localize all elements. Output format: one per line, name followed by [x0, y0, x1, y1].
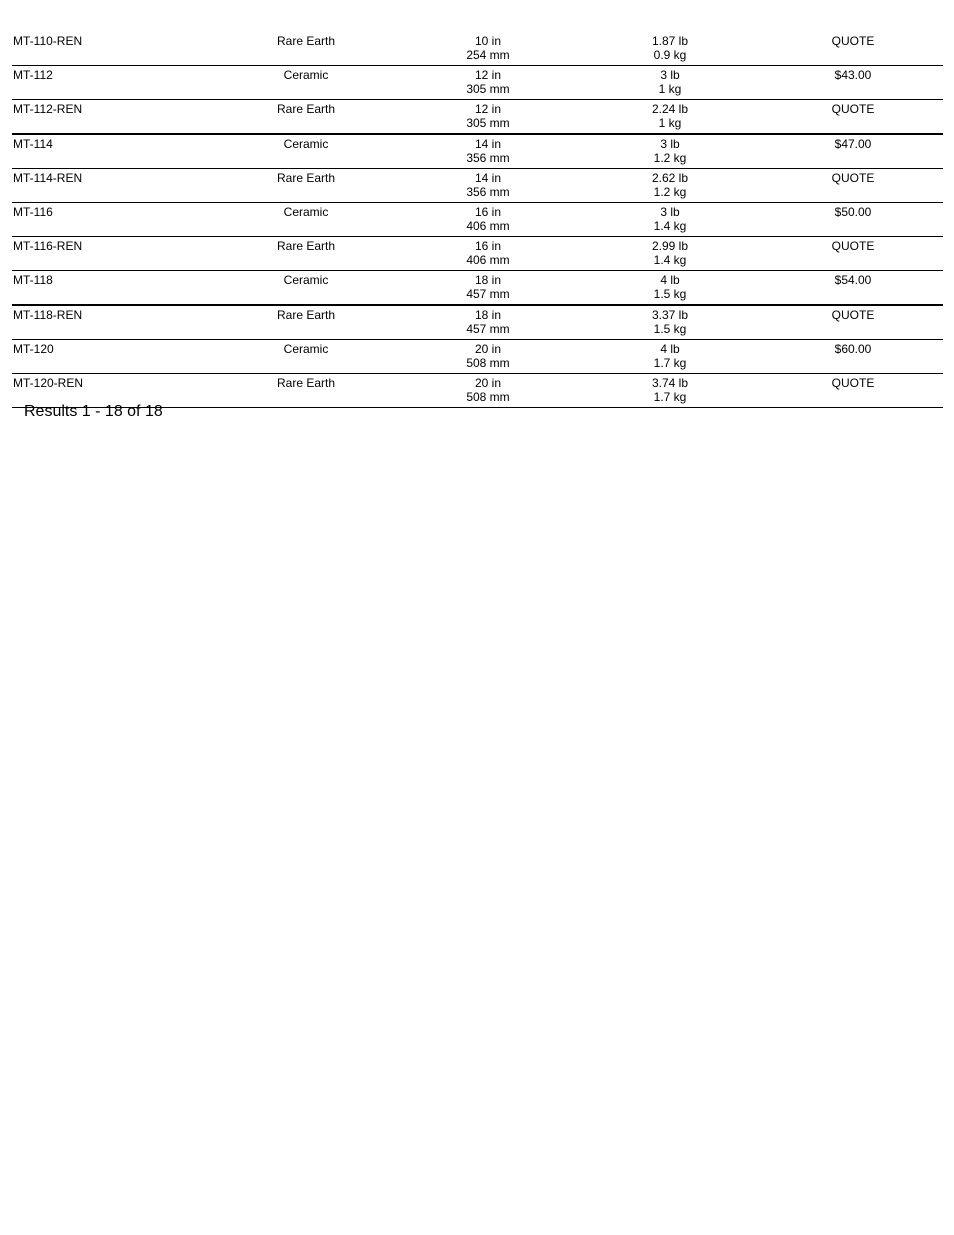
- size-in: 12 in: [474, 102, 502, 116]
- weight-cell: [577, 100, 763, 135]
- magnet-type-cell: Rare Earth: [213, 169, 399, 203]
- magnet-type-cell: Ceramic: [213, 340, 399, 374]
- magnet-type-cell: Ceramic: [213, 66, 399, 100]
- weight-cell: [577, 66, 763, 100]
- weight-cell: [577, 305, 763, 340]
- magnet-type-cell: Ceramic: [213, 134, 399, 169]
- magnet-type-cell: Ceramic: [213, 271, 399, 306]
- weight-lb: 2.62 lb: [651, 171, 689, 185]
- magnet-type-cell: Rare Earth: [213, 374, 399, 408]
- weight-kg: 0.9 kg: [653, 48, 687, 62]
- size-mm: 305 mm: [466, 116, 510, 130]
- model-cell[interactable]: MT-114: [12, 134, 213, 169]
- size-mm: 457 mm: [466, 322, 510, 336]
- size-in: 16 in: [474, 205, 502, 219]
- weight-cell: [577, 32, 763, 66]
- size-mm: 356 mm: [466, 151, 510, 165]
- size-cell: [399, 203, 577, 237]
- size-in: 18 in: [474, 308, 502, 322]
- weight-lb: 2.99 lb: [651, 239, 689, 253]
- results-count: Results 1 - 18 of 18: [24, 403, 163, 420]
- weight-kg: 1.7 kg: [653, 356, 687, 370]
- price-cell: QUOTE: [763, 237, 943, 271]
- weight-lb: 2.24 lb: [651, 102, 689, 116]
- size-mm: 508 mm: [466, 390, 510, 404]
- weight-kg: 1.4 kg: [653, 219, 687, 233]
- size-in: 16 in: [474, 239, 502, 253]
- model-cell[interactable]: MT-118: [12, 271, 213, 306]
- model-cell[interactable]: MT-118-REN: [12, 305, 213, 340]
- weight-lb: 3.37 lb: [651, 308, 689, 322]
- weight-lb: 4 lb: [660, 342, 680, 356]
- price-cell: QUOTE: [763, 169, 943, 203]
- weight-cell: [577, 169, 763, 203]
- magnet-type-cell: Rare Earth: [213, 237, 399, 271]
- size-in: 18 in: [474, 273, 502, 287]
- size-cell: [399, 305, 577, 340]
- weight-lb: 3 lb: [660, 68, 680, 82]
- weight-kg: 1.2 kg: [653, 185, 687, 199]
- model-cell[interactable]: MT-114-REN: [12, 169, 213, 203]
- magnet-type-cell: Rare Earth: [213, 32, 399, 66]
- table-row: [12, 203, 943, 237]
- size-cell: [399, 340, 577, 374]
- weight-kg: 1.7 kg: [653, 390, 687, 404]
- table-row: [12, 32, 943, 66]
- size-in: 14 in: [474, 171, 502, 185]
- weight-lb: 3 lb: [660, 137, 680, 151]
- size-in: 20 in: [474, 376, 502, 390]
- size-mm: 457 mm: [466, 287, 510, 301]
- size-mm: 356 mm: [466, 185, 510, 199]
- price-cell: $50.00: [763, 203, 943, 237]
- weight-lb: 3.74 lb: [651, 376, 689, 390]
- price-cell: QUOTE: [763, 374, 943, 408]
- product-table-body: [12, 32, 943, 408]
- product-table: [12, 32, 943, 408]
- weight-kg: 1 kg: [658, 82, 682, 96]
- size-mm: 305 mm: [466, 82, 510, 96]
- weight-kg: 1 kg: [658, 116, 682, 130]
- weight-kg: 1.5 kg: [653, 287, 687, 301]
- price-cell: $43.00: [763, 66, 943, 100]
- size-mm: 406 mm: [466, 219, 510, 233]
- size-cell: [399, 134, 577, 169]
- size-cell: [399, 374, 577, 408]
- table-row: [12, 134, 943, 169]
- size-in: 14 in: [474, 137, 502, 151]
- price-cell: QUOTE: [763, 305, 943, 340]
- weight-lb: 4 lb: [660, 273, 680, 287]
- weight-kg: 1.5 kg: [653, 322, 687, 336]
- size-mm: 406 mm: [466, 253, 510, 267]
- table-row: [12, 237, 943, 271]
- table-row: [12, 271, 943, 306]
- weight-cell: [577, 203, 763, 237]
- size-cell: [399, 271, 577, 306]
- weight-cell: [577, 340, 763, 374]
- size-cell: [399, 100, 577, 135]
- size-cell: [399, 237, 577, 271]
- size-mm: 508 mm: [466, 356, 510, 370]
- table-row: [12, 66, 943, 100]
- weight-lb: 3 lb: [660, 205, 680, 219]
- weight-cell: [577, 271, 763, 306]
- weight-kg: 1.2 kg: [653, 151, 687, 165]
- size-in: 12 in: [474, 68, 502, 82]
- price-cell: $60.00: [763, 340, 943, 374]
- magnet-type-cell: Ceramic: [213, 203, 399, 237]
- model-cell[interactable]: MT-116-REN: [12, 237, 213, 271]
- table-row: [12, 169, 943, 203]
- size-cell: [399, 66, 577, 100]
- size-cell: [399, 169, 577, 203]
- price-cell: $54.00: [763, 271, 943, 306]
- magnet-type-cell: Rare Earth: [213, 305, 399, 340]
- model-cell[interactable]: MT-120: [12, 340, 213, 374]
- size-cell: [399, 32, 577, 66]
- table-row: [12, 305, 943, 340]
- model-cell[interactable]: MT-112: [12, 66, 213, 100]
- weight-kg: 1.4 kg: [653, 253, 687, 267]
- price-cell: $47.00: [763, 134, 943, 169]
- price-cell: QUOTE: [763, 100, 943, 135]
- model-cell[interactable]: MT-116: [12, 203, 213, 237]
- size-in: 10 in: [474, 34, 502, 48]
- size-mm: 254 mm: [466, 48, 510, 62]
- size-in: 20 in: [474, 342, 502, 356]
- model-cell[interactable]: MT-120-REN: [12, 374, 213, 408]
- model-cell[interactable]: MT-112-REN: [12, 100, 213, 135]
- table-row: [12, 100, 943, 135]
- table-row: [12, 340, 943, 374]
- weight-lb: 1.87 lb: [651, 34, 689, 48]
- weight-cell: [577, 134, 763, 169]
- weight-cell: [577, 374, 763, 408]
- magnet-type-cell: Rare Earth: [213, 100, 399, 135]
- model-cell[interactable]: MT-110-REN: [12, 32, 213, 66]
- price-cell: QUOTE: [763, 32, 943, 66]
- weight-cell: [577, 237, 763, 271]
